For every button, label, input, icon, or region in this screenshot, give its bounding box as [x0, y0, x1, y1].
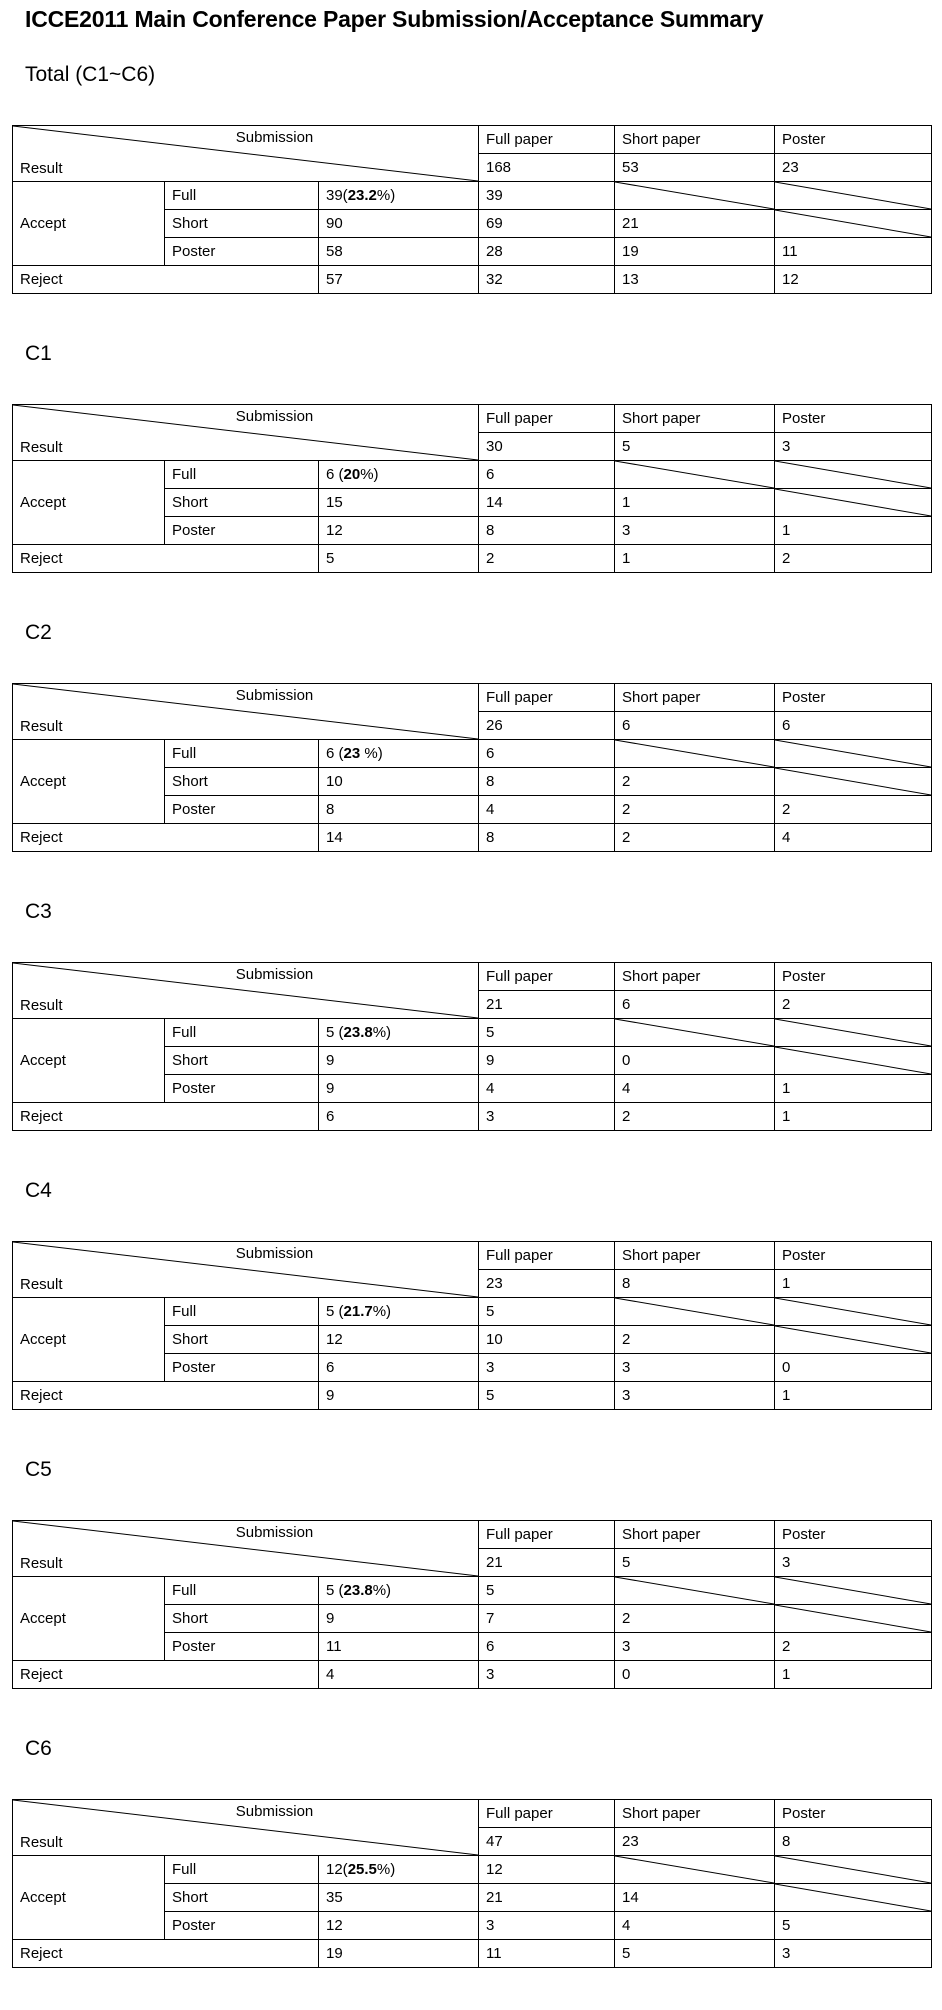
reject-from-poster: 3: [775, 1940, 932, 1968]
accept-label-cell: Accept: [13, 461, 165, 545]
accept-short-total: 15: [319, 489, 479, 517]
accept-full-percentage: 25.5: [347, 1861, 377, 1878]
reject-from-full-paper: 5: [479, 1382, 615, 1410]
conference-section: [12, 1737, 932, 1968]
submission-acceptance-table: [12, 404, 932, 573]
diagonal-strike-line: [615, 1019, 774, 1046]
accept-full-total-prefix: 39(: [326, 187, 348, 204]
accept-full-total-suffix: %): [360, 466, 379, 483]
submission-acceptance-table: [12, 962, 932, 1131]
reject-label-cell: Reject: [13, 1661, 319, 1689]
column-header-poster: Poster: [775, 126, 932, 154]
submission-label: Submission: [235, 129, 314, 146]
accept-poster-from-full-paper: 4: [479, 1075, 615, 1103]
accept-poster-from-short-paper: 3: [615, 517, 775, 545]
column-header-full-paper: Full paper: [479, 684, 615, 712]
reject-label-cell: Reject: [13, 266, 319, 294]
accept-short-total: 10: [319, 768, 479, 796]
result-full-paper-count: 21: [479, 1549, 615, 1577]
accept-full-total-suffix: %): [372, 1024, 392, 1041]
column-header-full-paper: Full paper: [479, 963, 615, 991]
diagonal-strike-line: [775, 489, 931, 516]
reject-label-cell: Reject: [13, 824, 319, 852]
accept-full-total-cell: [319, 461, 479, 489]
reject-from-full-paper: 32: [479, 266, 615, 294]
column-header-short-paper: Short paper: [615, 963, 775, 991]
accept-full-percentage: 21.7: [343, 1303, 373, 1320]
accept-full-from-full-paper: 39: [479, 182, 615, 210]
empty-diagonal-cell: [775, 1856, 932, 1884]
accept-poster-from-short-paper: 4: [615, 1075, 775, 1103]
reject-total: 4: [319, 1661, 479, 1689]
column-header-short-paper: Short paper: [615, 684, 775, 712]
accept-short-from-short-paper: 2: [615, 1326, 775, 1354]
accept-label-cell: Accept: [13, 1298, 165, 1382]
result-short-paper-count: 5: [615, 433, 775, 461]
accept-poster-from-full-paper: 6: [479, 1633, 615, 1661]
accept-poster-from-short-paper: 3: [615, 1354, 775, 1382]
empty-diagonal-cell: [775, 1577, 932, 1605]
accept-poster-total: 6: [319, 1354, 479, 1382]
reject-from-full-paper: 11: [479, 1940, 615, 1968]
diagonal-strike-line: [775, 740, 931, 767]
result-short-paper-count: 8: [615, 1270, 775, 1298]
column-header-poster: Poster: [775, 684, 932, 712]
accept-full-total-prefix: 5 (: [326, 1303, 344, 1320]
submission-label: Submission: [235, 1524, 314, 1541]
column-header-poster: Poster: [775, 1800, 932, 1828]
accept-poster-from-full-paper: 3: [479, 1912, 615, 1940]
column-header-poster: Poster: [775, 963, 932, 991]
result-label: Result: [20, 1834, 63, 1851]
accept-short-from-full-paper: 8: [479, 768, 615, 796]
diagonal-strike-line: [615, 182, 774, 209]
accept-label-cell: Accept: [13, 1019, 165, 1103]
column-header-short-paper: Short paper: [615, 405, 775, 433]
reject-from-poster: 12: [775, 266, 932, 294]
section-heading: C1: [25, 342, 52, 365]
accept-short-from-short-paper: 21: [615, 210, 775, 238]
submission-result-header-cell: [13, 1521, 479, 1577]
result-short-paper-count: 6: [615, 991, 775, 1019]
accept-short-total: 90: [319, 210, 479, 238]
reject-from-short-paper: 3: [615, 1382, 775, 1410]
empty-diagonal-cell: [615, 1856, 775, 1884]
reject-from-full-paper: 8: [479, 824, 615, 852]
accept-full-total-cell: [319, 1019, 479, 1047]
accept-short-label: Short: [165, 1326, 319, 1354]
accept-full-from-full-paper: 6: [479, 461, 615, 489]
reject-from-poster: 1: [775, 1382, 932, 1410]
diagonal-strike-line: [775, 182, 931, 209]
reject-from-poster: 1: [775, 1661, 932, 1689]
empty-diagonal-cell: [775, 1019, 932, 1047]
reject-from-short-paper: 5: [615, 1940, 775, 1968]
result-poster-count: 1: [775, 1270, 932, 1298]
accept-full-total-prefix: 5 (: [326, 1024, 344, 1041]
submission-result-header-cell: [13, 684, 479, 740]
submission-acceptance-table: [12, 1241, 932, 1410]
result-poster-count: 23: [775, 154, 932, 182]
submission-label: Submission: [235, 408, 314, 425]
empty-diagonal-cell: [775, 489, 932, 517]
accept-poster-from-short-paper: 3: [615, 1633, 775, 1661]
diagonal-strike-line: [775, 1047, 931, 1074]
result-short-paper-count: 23: [615, 1828, 775, 1856]
empty-diagonal-cell: [775, 1884, 932, 1912]
diagonal-strike-line: [615, 1856, 774, 1883]
empty-diagonal-cell: [615, 1577, 775, 1605]
accept-short-label: Short: [165, 768, 319, 796]
column-header-short-paper: Short paper: [615, 1242, 775, 1270]
diagonal-strike-line: [775, 1856, 931, 1883]
reject-from-short-paper: 1: [615, 545, 775, 573]
empty-diagonal-cell: [775, 768, 932, 796]
reject-from-poster: 4: [775, 824, 932, 852]
accept-poster-from-poster: 0: [775, 1354, 932, 1382]
accept-poster-label: Poster: [165, 1354, 319, 1382]
accept-full-total-suffix: %): [376, 187, 396, 204]
column-header-poster: Poster: [775, 1521, 932, 1549]
accept-short-from-short-paper: 0: [615, 1047, 775, 1075]
accept-poster-total: 11: [319, 1633, 479, 1661]
result-full-paper-count: 30: [479, 433, 615, 461]
accept-full-row: [13, 1019, 932, 1047]
column-header-poster: Poster: [775, 405, 932, 433]
accept-full-row: [13, 1856, 932, 1884]
submission-label: Submission: [235, 1803, 314, 1820]
sections-container: [12, 63, 932, 1968]
accept-poster-from-full-paper: 4: [479, 796, 615, 824]
section-heading: C3: [25, 900, 52, 923]
reject-total: 19: [319, 1940, 479, 1968]
accept-poster-total: 58: [319, 238, 479, 266]
page-title: ICCE2011 Main Conference Paper Submission/Acceptance Summary: [25, 6, 764, 32]
accept-full-row: [13, 1298, 932, 1326]
submission-result-header-cell: [13, 405, 479, 461]
empty-diagonal-cell: [615, 461, 775, 489]
accept-short-label: Short: [165, 1605, 319, 1633]
result-poster-count: 3: [775, 1549, 932, 1577]
accept-full-total-suffix: %): [372, 1303, 392, 1320]
accept-short-label: Short: [165, 489, 319, 517]
diagonal-strike-line: [775, 1326, 931, 1353]
diagonal-strike-line: [775, 1019, 931, 1046]
header-row: [13, 1800, 932, 1828]
accept-full-label: Full: [165, 740, 319, 768]
accept-poster-from-poster: 2: [775, 796, 932, 824]
accept-poster-from-poster: 2: [775, 1633, 932, 1661]
column-header-full-paper: Full paper: [479, 1800, 615, 1828]
accept-poster-from-poster: 5: [775, 1912, 932, 1940]
reject-from-full-paper: 2: [479, 545, 615, 573]
reject-from-short-paper: 2: [615, 824, 775, 852]
accept-full-from-full-paper: 5: [479, 1577, 615, 1605]
accept-full-total-cell: [319, 1577, 479, 1605]
empty-diagonal-cell: [615, 1298, 775, 1326]
conference-section: [12, 342, 932, 573]
result-label: Result: [20, 160, 63, 177]
accept-short-label: Short: [165, 1047, 319, 1075]
header-row: [13, 1242, 932, 1270]
accept-full-label: Full: [165, 461, 319, 489]
accept-full-from-full-paper: 6: [479, 740, 615, 768]
accept-short-from-short-paper: 1: [615, 489, 775, 517]
reject-label-cell: Reject: [13, 1382, 319, 1410]
accept-full-label: Full: [165, 1019, 319, 1047]
accept-full-row: [13, 182, 932, 210]
reject-from-short-paper: 13: [615, 266, 775, 294]
result-short-paper-count: 53: [615, 154, 775, 182]
submission-acceptance-table: [12, 1799, 932, 1968]
accept-short-total: 9: [319, 1047, 479, 1075]
result-poster-count: 3: [775, 433, 932, 461]
accept-poster-from-full-paper: 3: [479, 1354, 615, 1382]
reject-from-short-paper: 2: [615, 1103, 775, 1131]
column-header-short-paper: Short paper: [615, 1800, 775, 1828]
reject-total: 14: [319, 824, 479, 852]
result-poster-count: 6: [775, 712, 932, 740]
submission-result-header-cell: [13, 1800, 479, 1856]
accept-full-label: Full: [165, 1856, 319, 1884]
reject-row: [13, 545, 932, 573]
reject-row: [13, 266, 932, 294]
accept-poster-from-short-paper: 19: [615, 238, 775, 266]
accept-full-total-prefix: 6 (: [326, 745, 344, 762]
conference-section: [12, 1458, 932, 1689]
accept-short-from-full-paper: 69: [479, 210, 615, 238]
accept-full-total-cell: [319, 1298, 479, 1326]
accept-poster-label: Poster: [165, 1633, 319, 1661]
diagonal-strike-line: [775, 1884, 931, 1911]
header-row: [13, 1521, 932, 1549]
submission-label: Submission: [235, 687, 314, 704]
result-full-paper-count: 26: [479, 712, 615, 740]
accept-poster-label: Poster: [165, 1075, 319, 1103]
submission-result-header-cell: [13, 126, 479, 182]
result-label: Result: [20, 1276, 63, 1293]
empty-diagonal-cell: [775, 210, 932, 238]
result-full-paper-count: 168: [479, 154, 615, 182]
accept-short-total: 35: [319, 1884, 479, 1912]
accept-full-total-suffix: %): [372, 1582, 392, 1599]
submission-label: Submission: [235, 1245, 314, 1262]
result-label: Result: [20, 439, 63, 456]
diagonal-strike-line: [615, 1577, 774, 1604]
accept-poster-total: 12: [319, 1912, 479, 1940]
accept-full-percentage: 23.2: [347, 187, 377, 204]
conference-section: [12, 900, 932, 1131]
reject-from-poster: 2: [775, 545, 932, 573]
accept-full-from-full-paper: 5: [479, 1019, 615, 1047]
reject-from-full-paper: 3: [479, 1103, 615, 1131]
section-heading: C4: [25, 1179, 52, 1202]
accept-full-total-prefix: 6 (: [326, 466, 344, 483]
diagonal-strike-line: [775, 1298, 931, 1325]
reject-label-cell: Reject: [13, 1103, 319, 1131]
reject-row: [13, 824, 932, 852]
section-heading: C2: [25, 621, 52, 644]
accept-short-from-short-paper: 2: [615, 1605, 775, 1633]
accept-full-percentage: 23: [343, 745, 361, 762]
diagonal-strike-line: [775, 461, 931, 488]
accept-short-total: 12: [319, 1326, 479, 1354]
column-header-short-paper: Short paper: [615, 1521, 775, 1549]
reject-total: 6: [319, 1103, 479, 1131]
diagonal-strike-line: [775, 1577, 931, 1604]
result-short-paper-count: 5: [615, 1549, 775, 1577]
accept-full-row: [13, 1577, 932, 1605]
accept-short-from-full-paper: 14: [479, 489, 615, 517]
accept-poster-total: 9: [319, 1075, 479, 1103]
accept-poster-total: 12: [319, 517, 479, 545]
accept-full-from-full-paper: 12: [479, 1856, 615, 1884]
conference-section: [12, 1179, 932, 1410]
result-full-paper-count: 23: [479, 1270, 615, 1298]
empty-diagonal-cell: [775, 461, 932, 489]
header-row: [13, 126, 932, 154]
accept-label-cell: Accept: [13, 1577, 165, 1661]
accept-poster-from-full-paper: 28: [479, 238, 615, 266]
accept-full-total-cell: [319, 740, 479, 768]
empty-diagonal-cell: [615, 740, 775, 768]
accept-full-from-full-paper: 5: [479, 1298, 615, 1326]
empty-diagonal-cell: [775, 1047, 932, 1075]
reject-label-cell: Reject: [13, 1940, 319, 1968]
accept-short-label: Short: [165, 1884, 319, 1912]
accept-short-from-full-paper: 21: [479, 1884, 615, 1912]
submission-label: Submission: [235, 966, 314, 983]
reject-total: 57: [319, 266, 479, 294]
submission-acceptance-table: [12, 683, 932, 852]
accept-short-label: Short: [165, 210, 319, 238]
accept-short-from-full-paper: 10: [479, 1326, 615, 1354]
column-header-full-paper: Full paper: [479, 405, 615, 433]
submission-acceptance-table: [12, 125, 932, 294]
accept-poster-from-poster: 1: [775, 517, 932, 545]
reject-row: [13, 1103, 932, 1131]
header-row: [13, 963, 932, 991]
accept-label-cell: Accept: [13, 740, 165, 824]
accept-full-total-cell: [319, 1856, 479, 1884]
header-row: [13, 684, 932, 712]
diagonal-strike-line: [775, 1605, 931, 1632]
accept-full-total-cell: [319, 182, 479, 210]
reject-row: [13, 1940, 932, 1968]
column-header-full-paper: Full paper: [479, 1521, 615, 1549]
section-heading: C6: [25, 1737, 52, 1760]
accept-short-from-short-paper: 2: [615, 768, 775, 796]
column-header-full-paper: Full paper: [479, 126, 615, 154]
accept-poster-from-short-paper: 2: [615, 796, 775, 824]
accept-short-from-full-paper: 7: [479, 1605, 615, 1633]
empty-diagonal-cell: [615, 182, 775, 210]
accept-poster-label: Poster: [165, 238, 319, 266]
accept-poster-from-short-paper: 4: [615, 1912, 775, 1940]
accept-poster-from-poster: 11: [775, 238, 932, 266]
submission-acceptance-table: [12, 1520, 932, 1689]
reject-total: 5: [319, 545, 479, 573]
submission-result-header-cell: [13, 963, 479, 1019]
result-short-paper-count: 6: [615, 712, 775, 740]
accept-poster-label: Poster: [165, 796, 319, 824]
accept-full-percentage: 23.8: [343, 1024, 373, 1041]
result-label: Result: [20, 997, 63, 1014]
submission-result-header-cell: [13, 1242, 479, 1298]
column-header-full-paper: Full paper: [479, 1242, 615, 1270]
accept-full-total-prefix: 5 (: [326, 1582, 344, 1599]
result-label: Result: [20, 1555, 63, 1572]
result-poster-count: 8: [775, 1828, 932, 1856]
section-heading: C5: [25, 1458, 52, 1481]
reject-from-full-paper: 3: [479, 1661, 615, 1689]
accept-full-total-suffix: %): [360, 745, 383, 762]
empty-diagonal-cell: [775, 1605, 932, 1633]
column-header-short-paper: Short paper: [615, 126, 775, 154]
accept-full-label: Full: [165, 1298, 319, 1326]
diagonal-strike-line: [615, 1298, 774, 1325]
column-header-poster: Poster: [775, 1242, 932, 1270]
diagonal-strike-line: [615, 461, 774, 488]
accept-label-cell: Accept: [13, 1856, 165, 1940]
accept-full-label: Full: [165, 182, 319, 210]
diagonal-strike-line: [775, 210, 931, 237]
accept-poster-label: Poster: [165, 517, 319, 545]
accept-full-total-prefix: 12(: [326, 1861, 348, 1878]
empty-diagonal-cell: [775, 740, 932, 768]
empty-diagonal-cell: [615, 1019, 775, 1047]
accept-full-percentage: 23.8: [343, 1582, 373, 1599]
result-poster-count: 2: [775, 991, 932, 1019]
result-full-paper-count: 21: [479, 991, 615, 1019]
accept-short-from-short-paper: 14: [615, 1884, 775, 1912]
accept-short-total: 9: [319, 1605, 479, 1633]
conference-section: [12, 63, 932, 294]
accept-full-percentage: 20: [343, 466, 361, 483]
accept-poster-label: Poster: [165, 1912, 319, 1940]
diagonal-strike-line: [775, 768, 931, 795]
reject-total: 9: [319, 1382, 479, 1410]
reject-from-poster: 1: [775, 1103, 932, 1131]
accept-poster-from-poster: 1: [775, 1075, 932, 1103]
result-full-paper-count: 47: [479, 1828, 615, 1856]
accept-label-cell: Accept: [13, 182, 165, 266]
result-label: Result: [20, 718, 63, 735]
accept-full-total-suffix: %): [376, 1861, 396, 1878]
accept-poster-from-full-paper: 8: [479, 517, 615, 545]
section-heading: Total (C1~C6): [25, 63, 156, 86]
reject-from-short-paper: 0: [615, 1661, 775, 1689]
reject-row: [13, 1382, 932, 1410]
empty-diagonal-cell: [775, 182, 932, 210]
diagonal-strike-line: [615, 740, 774, 767]
empty-diagonal-cell: [775, 1298, 932, 1326]
conference-section: [12, 621, 932, 852]
reject-label-cell: Reject: [13, 545, 319, 573]
reject-row: [13, 1661, 932, 1689]
accept-short-from-full-paper: 9: [479, 1047, 615, 1075]
accept-full-row: [13, 740, 932, 768]
accept-full-row: [13, 461, 932, 489]
empty-diagonal-cell: [775, 1326, 932, 1354]
accept-poster-total: 8: [319, 796, 479, 824]
header-row: [13, 405, 932, 433]
accept-full-label: Full: [165, 1577, 319, 1605]
